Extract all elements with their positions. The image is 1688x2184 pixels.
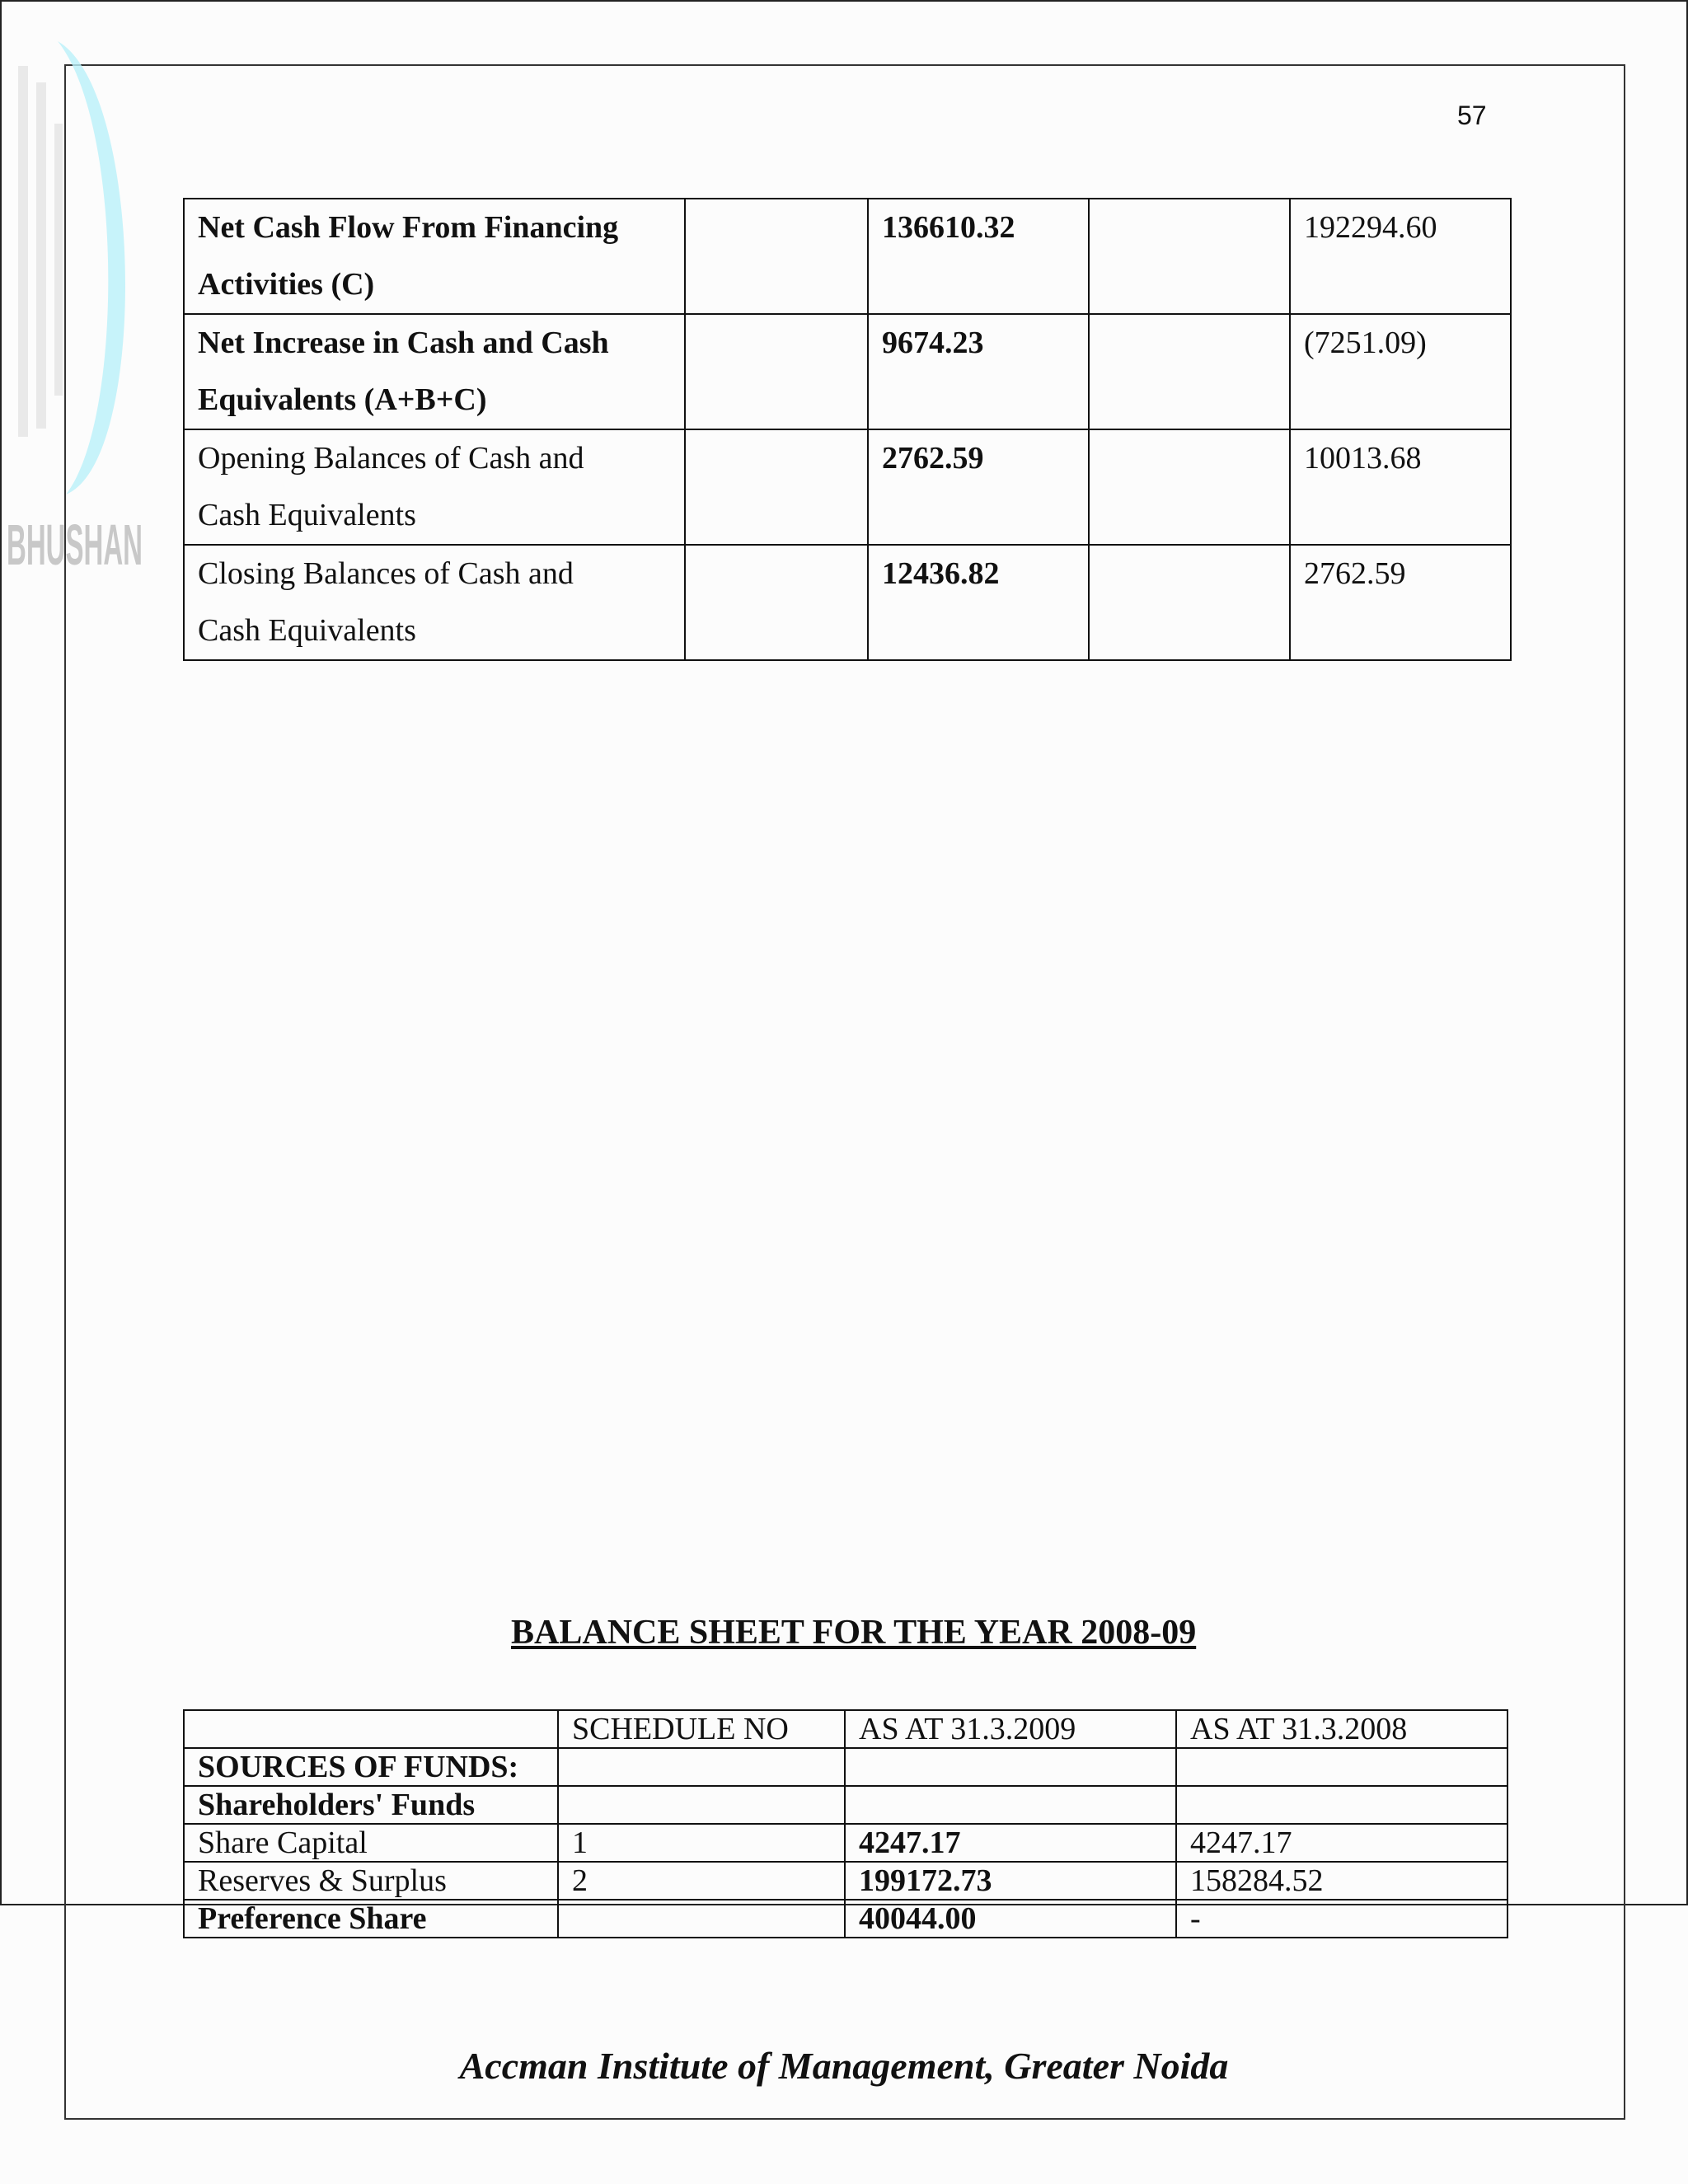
- header-cell-2009: AS AT 31.3.2009: [845, 1710, 1176, 1748]
- previous-year-value: (7251.09): [1290, 314, 1511, 429]
- value-2009: [845, 1786, 1176, 1824]
- value-2008: 4247.17: [1176, 1824, 1507, 1862]
- current-year-value: 12436.82: [868, 545, 1089, 660]
- value-2009: 4247.17: [845, 1824, 1176, 1862]
- balance-sheet-table: [183, 1709, 1508, 1938]
- row-label: Opening Balances of Cash and Cash Equivalents: [184, 429, 685, 545]
- row-label: Share Capital: [184, 1824, 558, 1862]
- schedule-cell: 1: [558, 1824, 845, 1862]
- cash-flow-table: [183, 198, 1512, 661]
- header-cell-2008: AS AT 31.3.2008: [1176, 1710, 1507, 1748]
- value-2008: 158284.52: [1176, 1862, 1507, 1900]
- table-row: [184, 1748, 1507, 1786]
- page-number: 57: [1457, 101, 1487, 130]
- table-row: [184, 429, 1511, 545]
- current-year-value: 136610.32: [868, 199, 1089, 314]
- table-row: [184, 1786, 1507, 1824]
- schedule-cell: [558, 1786, 845, 1824]
- empty-cell: [1089, 314, 1290, 429]
- empty-cell: [1089, 429, 1290, 545]
- previous-year-value: 2762.59: [1290, 545, 1511, 660]
- row-label: Reserves & Surplus: [184, 1862, 558, 1900]
- schedule-cell: [558, 1748, 845, 1786]
- table-header-row: [184, 1710, 1507, 1748]
- table-row: [184, 199, 1511, 314]
- table-row: [184, 314, 1511, 429]
- empty-cell: [685, 199, 868, 314]
- footer-institute: Accman Institute of Management, Greater Noida: [459, 2045, 1229, 2087]
- row-label: Shareholders' Funds: [184, 1786, 558, 1824]
- empty-cell: [1089, 545, 1290, 660]
- table-row: [184, 1862, 1507, 1900]
- row-label: Closing Balances of Cash and Cash Equivalents: [184, 545, 685, 660]
- value-2009: 40044.00: [845, 1900, 1176, 1938]
- table-row: [184, 545, 1511, 660]
- row-label: Net Cash Flow From Financing Activities (C): [184, 199, 685, 314]
- schedule-cell: [558, 1900, 845, 1938]
- header-cell-schedule: SCHEDULE NO: [558, 1710, 845, 1748]
- balance-sheet-title: BALANCE SHEET FOR THE YEAR 2008-09: [511, 1614, 1197, 1652]
- previous-year-value: 10013.68: [1290, 429, 1511, 545]
- table-row: [184, 1900, 1507, 1938]
- current-year-value: 2762.59: [868, 429, 1089, 545]
- header-cell: [184, 1710, 558, 1748]
- value-2009: [845, 1748, 1176, 1786]
- value-2008: [1176, 1786, 1507, 1824]
- previous-year-value: 192294.60: [1290, 199, 1511, 314]
- bhushan-watermark-logo: [0, 33, 157, 593]
- row-label: Net Increase in Cash and Cash Equivalents (A+B+C): [184, 314, 685, 429]
- empty-cell: [1089, 199, 1290, 314]
- table-row: [184, 1824, 1507, 1862]
- value-2009: 199172.73: [845, 1862, 1176, 1900]
- empty-cell: [685, 545, 868, 660]
- value-2008: -: [1176, 1900, 1507, 1938]
- empty-cell: [685, 429, 868, 545]
- value-2008: [1176, 1748, 1507, 1786]
- current-year-value: 9674.23: [868, 314, 1089, 429]
- empty-cell: [685, 314, 868, 429]
- row-label: SOURCES OF FUNDS:: [184, 1748, 558, 1786]
- row-label: Preference Share: [184, 1900, 558, 1938]
- schedule-cell: 2: [558, 1862, 845, 1900]
- svg-text:BHUSHAN: BHUSHAN: [7, 513, 143, 577]
